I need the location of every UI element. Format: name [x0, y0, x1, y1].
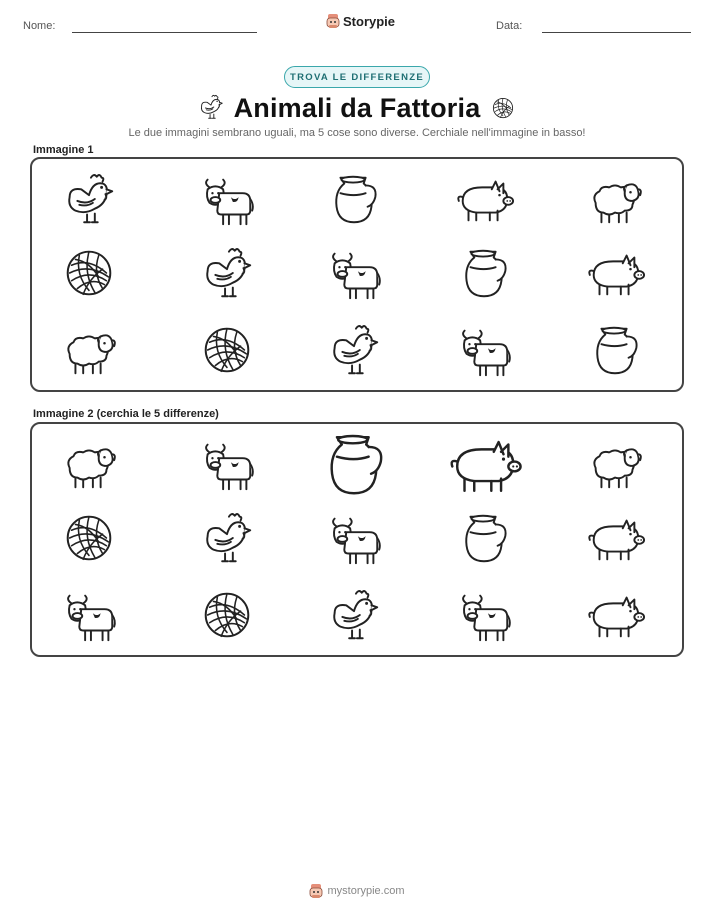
cow-illustration-icon	[323, 242, 385, 304]
cow-illustration-icon[interactable]	[323, 507, 385, 569]
image1-label: Immagine 1	[33, 144, 94, 156]
yarn-illustration-icon[interactable]	[58, 507, 120, 569]
pig-illustration-icon[interactable]	[445, 425, 523, 503]
yarn-illustration-icon	[196, 319, 258, 381]
yarn-illustration-icon	[58, 242, 120, 304]
image1-panel	[30, 157, 684, 392]
chicken-illustration-icon	[196, 242, 258, 304]
date-line[interactable]	[542, 32, 691, 33]
name-line[interactable]	[72, 32, 257, 33]
sheep-illustration-icon	[584, 168, 646, 230]
activity-badge: TROVA LE DIFFERENZE	[284, 66, 430, 88]
brand-name: Storypie	[343, 13, 396, 29]
yarn-illustration-icon[interactable]	[196, 584, 258, 646]
pig-illustration-icon	[584, 242, 646, 304]
pig-illustration-icon[interactable]	[584, 584, 646, 646]
jug-illustration-icon[interactable]	[453, 507, 515, 569]
storypie-mascot-icon	[309, 883, 323, 899]
cow-illustration-icon[interactable]	[453, 584, 515, 646]
instructions: Le due immagini sembrano uguali, ma 5 cose sono diverse. Cerchiale nell'immagine in basso!	[128, 127, 586, 139]
sheep-illustration-icon	[58, 319, 120, 381]
chicken-illustration-icon[interactable]	[196, 507, 258, 569]
sheep-illustration-icon[interactable]	[58, 433, 120, 495]
cow-illustration-icon	[453, 319, 515, 381]
chicken-illustration-icon	[323, 319, 385, 381]
cow-illustration-icon[interactable]	[58, 584, 120, 646]
storypie-mascot-icon	[326, 13, 340, 29]
sheep-illustration-icon[interactable]	[584, 433, 646, 495]
date-label: Data:	[496, 20, 523, 32]
cow-illustration-icon[interactable]	[196, 433, 258, 495]
jug-illustration-icon	[584, 319, 646, 381]
image2-panel[interactable]	[30, 422, 684, 657]
cow-illustration-icon	[196, 168, 258, 230]
chicken-illustration-icon	[58, 168, 120, 230]
name-label: Nome:	[23, 20, 56, 32]
chicken-illustration-icon[interactable]	[323, 584, 385, 646]
pig-illustration-icon	[453, 168, 515, 230]
footer-url[interactable]: mystorypie.com	[327, 885, 405, 897]
jug-illustration-icon[interactable]	[315, 425, 393, 503]
footer	[0, 883, 714, 899]
jug-illustration-icon	[453, 242, 515, 304]
page-title: Animali da Fattoria	[233, 93, 481, 123]
yarn-ball-icon	[489, 94, 517, 122]
image2-label: Immagine 2 (cerchia le 5 differenze)	[33, 408, 219, 420]
jug-illustration-icon	[323, 168, 385, 230]
pig-illustration-icon[interactable]	[584, 507, 646, 569]
brand-logo	[326, 13, 395, 29]
